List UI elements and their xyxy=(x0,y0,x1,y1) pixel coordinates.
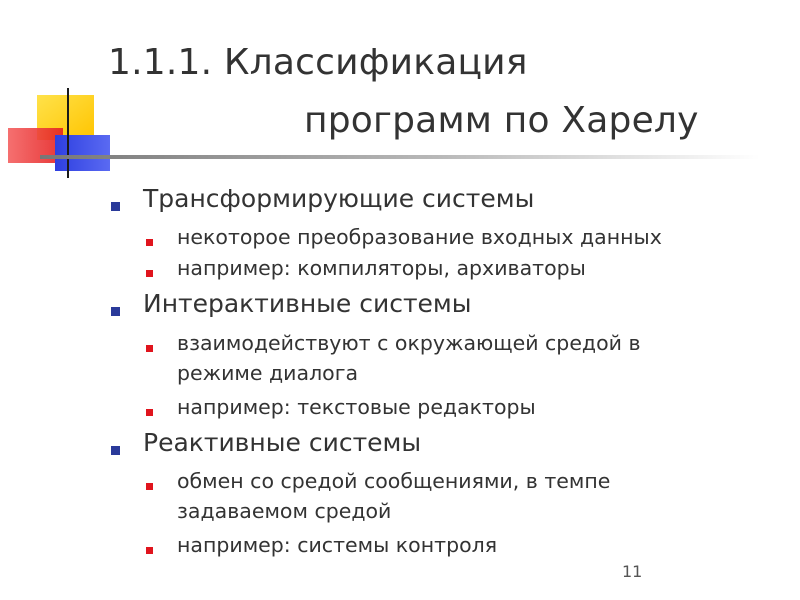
page-number: 11 xyxy=(622,562,643,581)
list-item: например: текстовые редакторы xyxy=(177,395,536,419)
bullet-square-icon xyxy=(146,483,153,490)
list-item: например: компиляторы, архиваторы xyxy=(177,256,586,280)
list-item: например: системы контроля xyxy=(177,533,498,557)
section-heading-interactive: Интерактивные системы xyxy=(143,289,472,318)
bullet-square-icon xyxy=(146,547,153,554)
list-item-continuation: задаваемом средой xyxy=(177,499,392,523)
bullet-square-icon xyxy=(146,409,153,416)
bullet-square-icon xyxy=(111,446,120,455)
bullet-square-icon xyxy=(146,345,153,352)
list-item-continuation: режиме диалога xyxy=(177,361,359,385)
bullet-square-icon xyxy=(146,270,153,277)
title-divider xyxy=(40,155,760,159)
slide-title-line-1: 1.1.1. Классификация xyxy=(108,42,528,83)
list-item: взаимодействуют с окружающей средой в xyxy=(177,331,641,355)
section-heading-reactive: Реактивные системы xyxy=(143,428,422,457)
section-heading-transform: Трансформирующие системы xyxy=(143,184,535,213)
bullet-square-icon xyxy=(111,202,120,211)
decorative-logo xyxy=(0,0,130,190)
list-item: обмен со средой сообщениями, в темпе xyxy=(177,469,611,493)
slide-title-line-2: программ по Харелу xyxy=(304,100,699,141)
bullet-square-icon xyxy=(146,239,153,246)
bullet-square-icon xyxy=(111,307,120,316)
logo-blue-square xyxy=(55,135,110,171)
list-item: некоторое преобразование входных данных xyxy=(177,225,662,249)
